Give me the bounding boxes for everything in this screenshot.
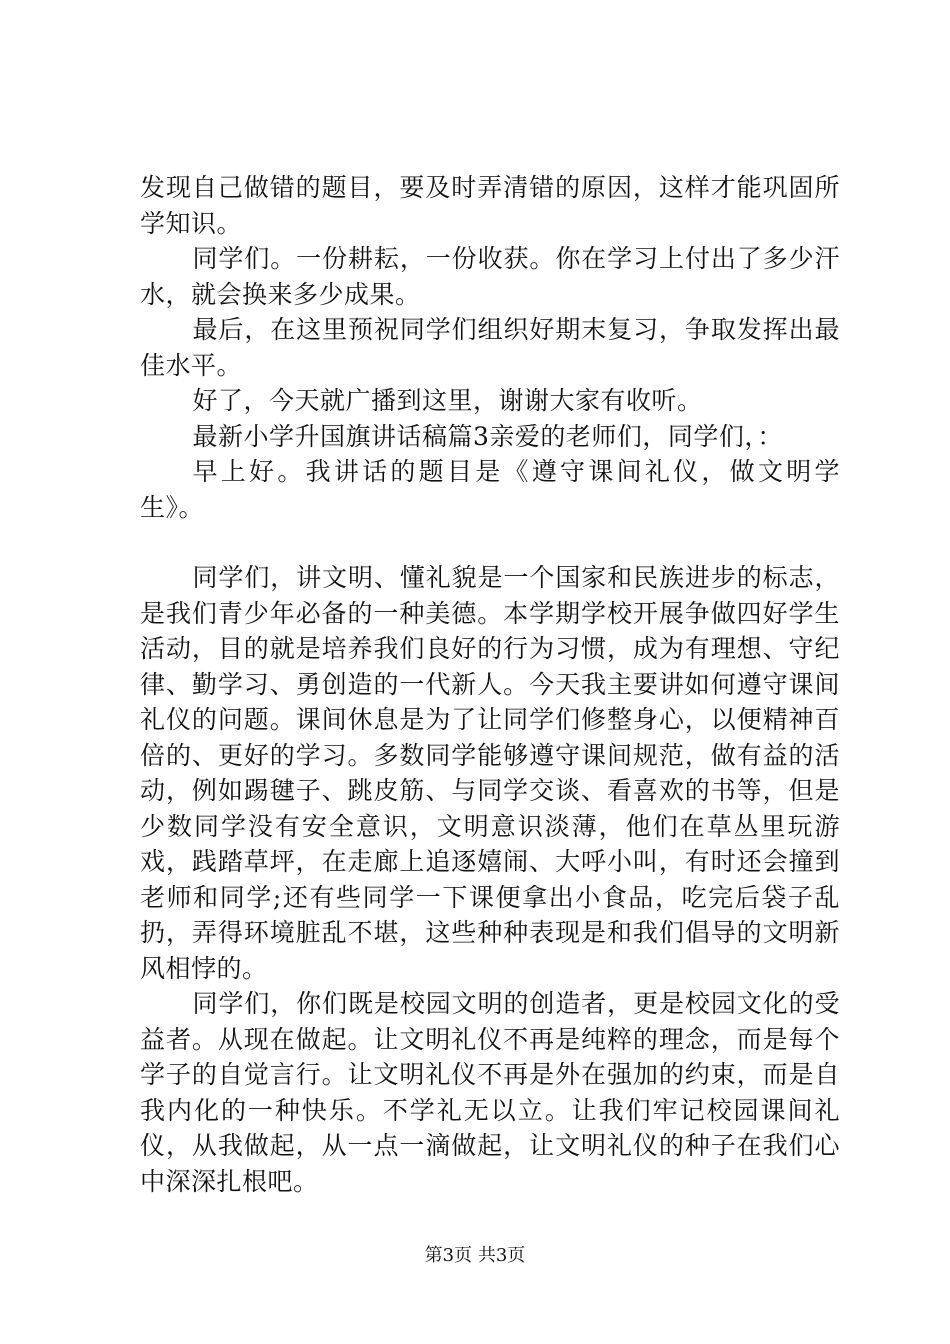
paragraph-civility: 同学们，讲文明、懂礼貌是一个国家和民族进步的标志，是我们青少年必备的一种美德。本学期学校开展争做四好学生活动，目的就是培养我们良好的行为习惯，成为有理想、守纪律、勤学习、勇创造的一代新人。今天我主要讲如何遵守课间礼仪的问题。课间休息是为了让同学们修整身心，以便精神百倍的、更好的学习。多数同学能够遵守课间规范，做有益的活动，例如踢毽子、跳皮筋、与同学交谈、看喜欢的书等，但是少数同学没有安全意识，文明意识淡薄，他们在草丛里玩游戏，践踏草坪，在走廊上追逐嬉闹、大呼小叫，有时还会撞到老师和同学;还有些同学一下课便拿出小食品，吃完后袋子乱扔，弄得环境脏乱不堪，这些种种表现是和我们倡导的文明新风相悖的。 (140, 563, 840, 983)
paragraph-call-to-action: 同学们，你们既是校园文明的创造者，更是校园文化的受益者。从现在做起。让文明礼仪不再是纯粹的理念，而是每个学子的自觉言行。让文明礼仪不再是外在强加的约束，而是自我内化的一种快乐。不学礼无以立。让我们牢记校园课间礼仪，从我做起，从一点一滴做起，让文明礼仪的种子在我们心中深深扎根吧。 (140, 989, 840, 1196)
paragraph-speech-heading: 最新小学升国旗讲话稿篇3亲爱的老师们，同学们，： (192, 421, 783, 451)
paragraph-greeting: 早上好。我讲话的题目是《遵守课间礼仪，做文明学生》。 (140, 457, 840, 522)
paragraph-continuation: 发现自己做错的题目，要及时弄清错的原因，这样才能巩固所学知识。 (140, 173, 840, 238)
paragraph-review-wish: 最后，在这里预祝同学们组织好期末复习，争取发挥出最佳水平。 (140, 315, 840, 380)
paragraph-effort: 同学们。一份耕耘，一份收获。你在学习上付出了多少汗水，就会换来多少成果。 (140, 244, 840, 309)
page-number-footer: 第3页 共3页 (424, 1245, 526, 1266)
document-body (140, 170, 840, 1199)
paragraph-closing: 好了，今天就广播到这里，谢谢大家有收听。 (192, 386, 703, 415)
